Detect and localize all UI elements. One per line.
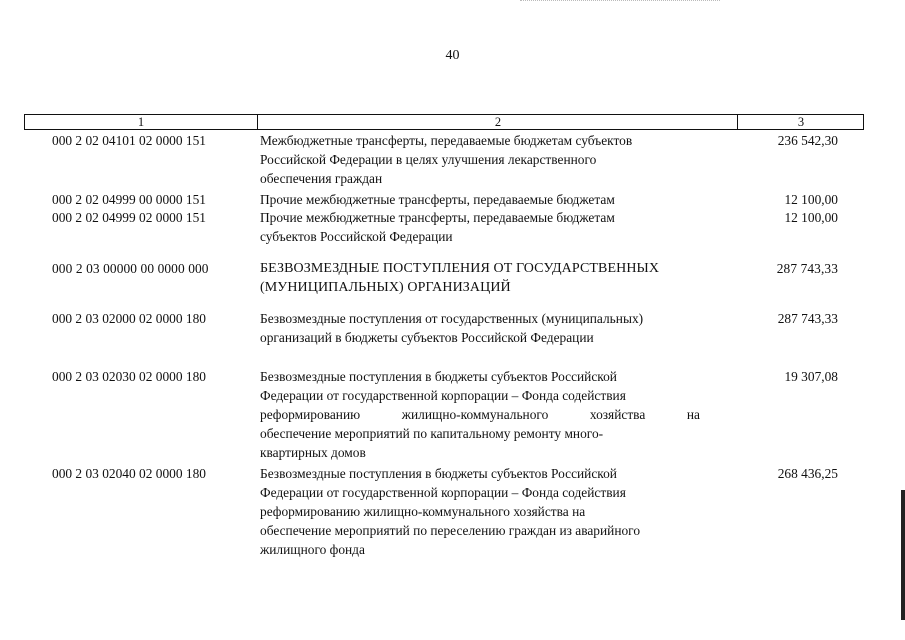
description-line: Безвозмездные поступления в бюджеты субъектов Российской [260, 369, 617, 384]
header-col-3: 3 [737, 115, 864, 129]
row-description [260, 259, 700, 297]
description-line: реформированию жилищно-коммунального хозяйства на [260, 407, 700, 422]
row-description [260, 367, 700, 462]
description-line: БЕЗВОЗМЕЗДНЫЕ ПОСТУПЛЕНИЯ ОТ ГОСУДАРСТВЕННЫХ [260, 261, 660, 276]
description-line: (МУНИЦИПАЛЬНЫХ) ОРГАНИЗАЦИЙ [260, 280, 511, 295]
amount: 236 542,30 [777, 133, 838, 148]
budget-code: 000 2 03 00000 00 0000 000 [52, 261, 209, 276]
description-line: Безвозмездные поступления в бюджеты субъектов Российской [260, 466, 617, 481]
amount: 268 436,25 [777, 466, 838, 481]
scan-artifact [520, 0, 720, 3]
description-line: Межбюджетные трансферты, передаваемые бюджетам субъектов [260, 133, 633, 148]
description-line: Прочие межбюджетные трансферты, передаваемые бюджетам [260, 192, 615, 207]
header-col-2: 2 [257, 115, 738, 129]
row-description [260, 464, 700, 559]
description-line: жилищного фонда [260, 542, 365, 557]
header-col-1: 1 [137, 115, 145, 129]
budget-code: 000 2 03 02040 02 0000 180 [52, 466, 206, 481]
page-number: 40 [445, 48, 460, 63]
budget-code: 000 2 03 02000 02 0000 180 [52, 311, 206, 326]
description-line: Федерации от государственной корпорации – Фонда содействия [260, 485, 626, 500]
description-line: обеспечение мероприятий по переселению граждан из аварийного [260, 523, 641, 538]
scan-edge-mark [901, 490, 905, 620]
amount: 12 100,00 [784, 192, 838, 207]
budget-code: 000 2 02 04999 02 0000 151 [52, 210, 206, 225]
budget-code: 000 2 03 02030 02 0000 180 [52, 369, 206, 384]
row-description [260, 309, 700, 347]
amount: 287 743,33 [776, 261, 838, 276]
budget-code: 000 2 02 04999 00 0000 151 [52, 192, 206, 207]
description-line: обеспечение мероприятий по капитальному ремонту много- [260, 426, 604, 441]
amount: 287 743,33 [777, 311, 838, 326]
description-line: обеспечения граждан [260, 171, 383, 186]
row-description [260, 131, 700, 188]
budget-code: 000 2 02 04101 02 0000 151 [52, 133, 206, 148]
row-description [260, 190, 700, 209]
description-line: Федерации от государственной корпорации – Фонда содействия [260, 388, 626, 403]
amount: 12 100,00 [784, 210, 838, 225]
description-line: организаций в бюджеты субъектов Российской Федерации [260, 330, 594, 345]
description-line: Российской Федерации в целях улучшения лекарственного [260, 152, 597, 167]
description-line: Прочие межбюджетные трансферты, передаваемые бюджетам [260, 210, 615, 225]
description-line: Безвозмездные поступления от государственных (муниципальных) [260, 311, 644, 326]
description-line: реформированию жилищно-коммунального хозяйства на [260, 504, 586, 519]
amount: 19 307,08 [784, 369, 838, 384]
table-header [24, 114, 864, 130]
description-line: квартирных домов [260, 445, 366, 460]
description-line: субъектов Российской Федерации [260, 229, 453, 244]
row-description [260, 208, 700, 246]
